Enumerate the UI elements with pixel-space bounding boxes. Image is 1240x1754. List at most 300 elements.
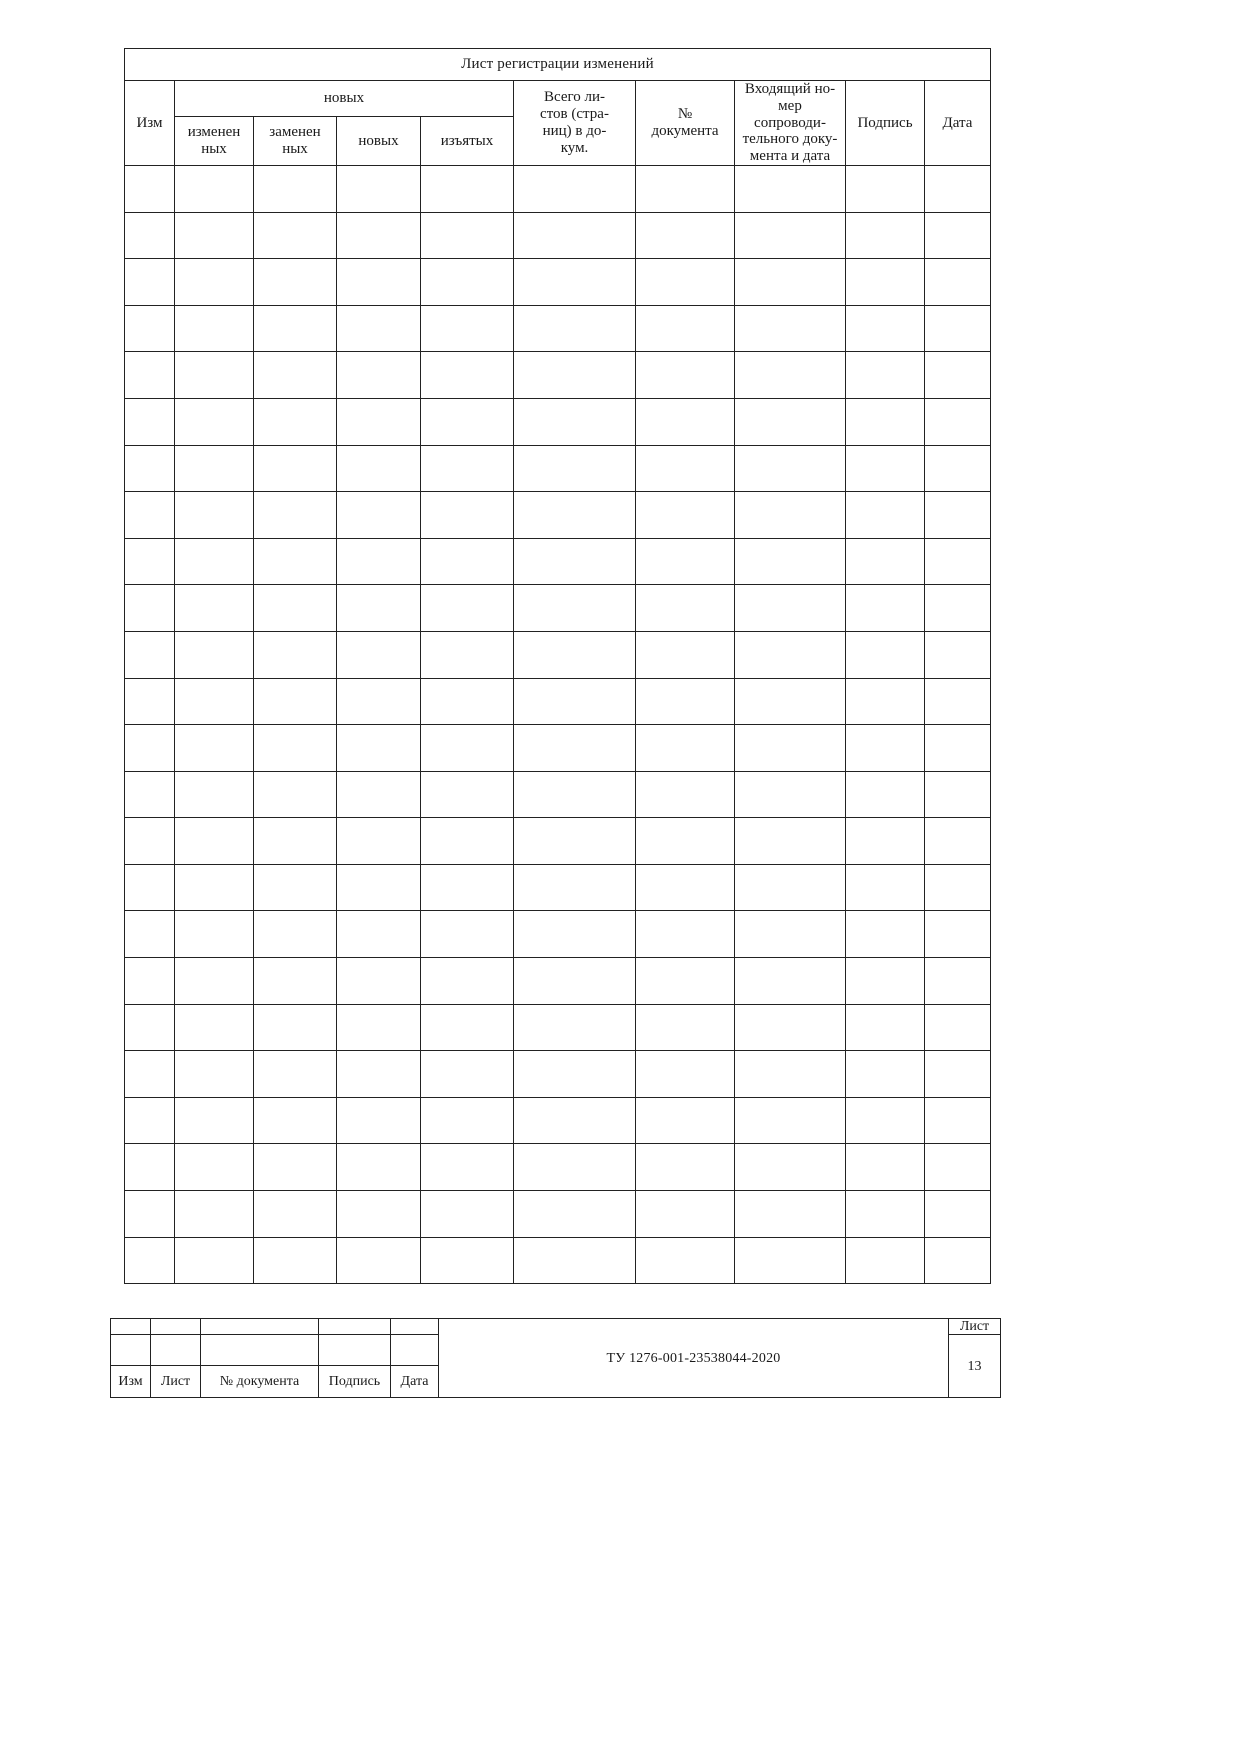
table-cell-empty[interactable]: [514, 1191, 636, 1238]
table-cell-empty[interactable]: [735, 911, 846, 958]
change-registration-table: [124, 48, 991, 1284]
table-cell-empty[interactable]: [925, 958, 991, 1005]
table-cell-empty[interactable]: [636, 911, 735, 958]
table-cell-empty[interactable]: [337, 1004, 421, 1051]
table-cell-empty[interactable]: [421, 212, 514, 259]
table-cell-empty[interactable]: [925, 492, 991, 539]
table-cell-empty[interactable]: [514, 911, 636, 958]
stamp-cell-empty-data-mid: [391, 1335, 439, 1366]
table-cell-empty[interactable]: [636, 725, 735, 772]
table-cell-empty[interactable]: [254, 958, 337, 1005]
header-vsego-line3: ниц) в до-: [542, 122, 607, 139]
stamp-cell-empty-podpis-top: [319, 1319, 391, 1335]
table-cell-empty[interactable]: [636, 398, 735, 445]
table-cell-empty[interactable]: [846, 911, 925, 958]
table-cell-empty[interactable]: [421, 1051, 514, 1098]
table-cell-empty[interactable]: [514, 259, 636, 306]
table-cell-empty[interactable]: [421, 631, 514, 678]
table-cell-empty[interactable]: [514, 1237, 636, 1284]
table-cell-empty[interactable]: [735, 1191, 846, 1238]
table-cell-empty[interactable]: [636, 165, 735, 212]
table-cell-empty[interactable]: [337, 958, 421, 1005]
table-cell-empty[interactable]: [514, 864, 636, 911]
table-cell-empty[interactable]: [925, 818, 991, 865]
table-cell-empty[interactable]: [735, 725, 846, 772]
table-cell-empty[interactable]: [735, 958, 846, 1005]
stamp-table: [110, 1318, 1001, 1398]
table-cell-empty[interactable]: [421, 492, 514, 539]
table-cell-empty[interactable]: [421, 1237, 514, 1284]
stamp-row-empty-top: [111, 1319, 1001, 1335]
table-cell-empty[interactable]: [735, 492, 846, 539]
table-cell-empty[interactable]: [925, 1004, 991, 1051]
table-cell-empty[interactable]: [925, 1051, 991, 1098]
table-cell-empty[interactable]: [514, 352, 636, 399]
header-vsego-line2: стов (стра-: [540, 106, 609, 123]
table-cell-empty[interactable]: [337, 212, 421, 259]
table-cell-empty[interactable]: [125, 212, 175, 259]
table-cell-empty[interactable]: [514, 1097, 636, 1144]
header-izmenennyh-line2: ных: [201, 141, 227, 158]
table-cell-empty[interactable]: [514, 305, 636, 352]
stamp-label-list: Лист: [151, 1366, 201, 1398]
table-cell-empty[interactable]: [337, 259, 421, 306]
table-cell-empty[interactable]: [421, 352, 514, 399]
table-cell-empty[interactable]: [636, 958, 735, 1005]
table-cell-empty[interactable]: [846, 771, 925, 818]
table-cell-empty[interactable]: [636, 818, 735, 865]
table-cell-empty[interactable]: [125, 1191, 175, 1238]
table-cell-empty[interactable]: [254, 1004, 337, 1051]
table-cell-empty[interactable]: [254, 818, 337, 865]
table-cell-empty[interactable]: [175, 305, 254, 352]
stamp-label-podpis: Подпись: [319, 1366, 391, 1398]
table-cell-empty[interactable]: [846, 352, 925, 399]
table-cell-empty[interactable]: [636, 631, 735, 678]
table-cell-empty[interactable]: [925, 725, 991, 772]
table-row: [125, 1051, 991, 1098]
table-cell-empty[interactable]: [254, 492, 337, 539]
table-cell-empty[interactable]: [175, 1097, 254, 1144]
table-cell-empty[interactable]: [175, 1144, 254, 1191]
table-row: [125, 631, 991, 678]
header-zamenennyh-line1: заменен: [269, 124, 321, 141]
table-cell-empty[interactable]: [175, 259, 254, 306]
table-cell-empty[interactable]: [636, 1237, 735, 1284]
table-cell-empty[interactable]: [337, 725, 421, 772]
table-row: [125, 678, 991, 725]
table-cell-empty[interactable]: [636, 445, 735, 492]
table-cell-empty[interactable]: [925, 398, 991, 445]
table-cell-empty[interactable]: [735, 771, 846, 818]
table-cell-empty[interactable]: [254, 631, 337, 678]
table-cell-empty[interactable]: [337, 1097, 421, 1144]
table-row: [125, 538, 991, 585]
table-cell-empty[interactable]: [514, 631, 636, 678]
table-row: [125, 911, 991, 958]
table-cell-empty[interactable]: [514, 445, 636, 492]
table-cell-empty[interactable]: [846, 1237, 925, 1284]
table-cell-empty[interactable]: [421, 445, 514, 492]
table-cell-empty[interactable]: [337, 1144, 421, 1191]
table-cell-empty[interactable]: [175, 585, 254, 632]
table-cell-empty[interactable]: [925, 1097, 991, 1144]
table-cell-empty[interactable]: [125, 771, 175, 818]
table-cell-empty[interactable]: [337, 398, 421, 445]
table-row: [125, 1144, 991, 1191]
table-cell-empty[interactable]: [337, 1237, 421, 1284]
table-cell-empty[interactable]: [337, 678, 421, 725]
table-cell-empty[interactable]: [337, 631, 421, 678]
table-cell-empty[interactable]: [735, 398, 846, 445]
table-cell-empty[interactable]: [925, 1144, 991, 1191]
table-cell-empty[interactable]: [735, 1097, 846, 1144]
table-cell-empty[interactable]: [735, 585, 846, 632]
table-cell-empty[interactable]: [337, 352, 421, 399]
table-cell-empty[interactable]: [846, 1004, 925, 1051]
table-cell-empty[interactable]: [735, 305, 846, 352]
table-cell-empty[interactable]: [421, 771, 514, 818]
table-cell-empty[interactable]: [125, 1097, 175, 1144]
table-cell-empty[interactable]: [421, 911, 514, 958]
header-vhod-line2: мер: [778, 97, 802, 114]
stamp-cell-empty-podpis-mid: [319, 1335, 391, 1366]
table-cell-empty[interactable]: [175, 864, 254, 911]
stamp-cell-empty-ndoc-mid: [201, 1335, 319, 1366]
header-vhod-line5: мента и дата: [749, 148, 831, 165]
table-cell-empty[interactable]: [846, 585, 925, 632]
table-cell-empty[interactable]: [254, 445, 337, 492]
table-cell-empty[interactable]: [846, 631, 925, 678]
table-cell-empty[interactable]: [925, 631, 991, 678]
table-cell-empty[interactable]: [175, 1004, 254, 1051]
table-cell-empty[interactable]: [421, 678, 514, 725]
table-cell-empty[interactable]: [636, 1191, 735, 1238]
table-cell-empty[interactable]: [337, 585, 421, 632]
table-cell-empty[interactable]: [846, 958, 925, 1005]
header-group-novyh: новых: [175, 81, 514, 117]
table-cell-empty[interactable]: [846, 492, 925, 539]
table-cell-empty[interactable]: [175, 538, 254, 585]
table-cell-empty[interactable]: [125, 259, 175, 306]
table-cell-empty[interactable]: [337, 305, 421, 352]
table-cell-empty[interactable]: [254, 259, 337, 306]
table-cell-empty[interactable]: [175, 725, 254, 772]
header-vhod-line1: Входящий но-: [744, 81, 836, 97]
table-cell-empty[interactable]: [735, 1051, 846, 1098]
table-cell-empty[interactable]: [925, 771, 991, 818]
table-cell-empty[interactable]: [337, 771, 421, 818]
table-cell-empty[interactable]: [735, 818, 846, 865]
table-cell-empty[interactable]: [125, 864, 175, 911]
table-cell-empty[interactable]: [125, 725, 175, 772]
table-cell-empty[interactable]: [421, 1004, 514, 1051]
table-cell-empty[interactable]: [125, 352, 175, 399]
table-cell-empty[interactable]: [254, 212, 337, 259]
table-cell-empty[interactable]: [925, 212, 991, 259]
table-cell-empty[interactable]: [125, 445, 175, 492]
table-row: [125, 1237, 991, 1284]
table-cell-empty[interactable]: [636, 678, 735, 725]
table-cell-empty[interactable]: [125, 911, 175, 958]
table-cell-empty[interactable]: [421, 165, 514, 212]
header-vsego-listov: [514, 81, 636, 166]
table-row: [125, 864, 991, 911]
table-row: [125, 1191, 991, 1238]
table-cell-empty[interactable]: [254, 911, 337, 958]
table-row: [125, 818, 991, 865]
stamp-cell-empty-list-mid: [151, 1335, 201, 1366]
table-cell-empty[interactable]: [125, 631, 175, 678]
table-cell-empty[interactable]: [735, 259, 846, 306]
table-cell-empty[interactable]: [846, 678, 925, 725]
table-cell-empty[interactable]: [421, 585, 514, 632]
table-cell-empty[interactable]: [846, 445, 925, 492]
table-cell-empty[interactable]: [254, 1051, 337, 1098]
table-cell-empty[interactable]: [735, 1237, 846, 1284]
table-cell-empty[interactable]: [636, 1144, 735, 1191]
table-cell-empty[interactable]: [254, 1144, 337, 1191]
header-vhod-line3: сопроводи-: [754, 114, 826, 131]
table-cell-empty[interactable]: [254, 165, 337, 212]
table-cell-empty[interactable]: [735, 445, 846, 492]
table-cell-empty[interactable]: [514, 165, 636, 212]
table-cell-empty[interactable]: [514, 1144, 636, 1191]
table-cell-empty[interactable]: [125, 305, 175, 352]
header-nomer-line2: документа: [651, 122, 719, 139]
table-cell-empty[interactable]: [735, 1144, 846, 1191]
table-cell-empty[interactable]: [735, 1004, 846, 1051]
change-registration-table-wrap: [124, 48, 990, 1284]
table-cell-empty[interactable]: [735, 165, 846, 212]
table-cell-empty[interactable]: [514, 585, 636, 632]
header-nomer-line1: №: [677, 106, 693, 123]
table-cell-empty[interactable]: [254, 305, 337, 352]
table-cell-empty[interactable]: [735, 538, 846, 585]
sheet-label: Лист: [949, 1319, 1001, 1335]
table-cell-empty[interactable]: [514, 771, 636, 818]
table-cell-empty[interactable]: [254, 398, 337, 445]
table-cell-empty[interactable]: [514, 538, 636, 585]
table-cell-empty[interactable]: [421, 958, 514, 1005]
table-cell-empty[interactable]: [254, 864, 337, 911]
table-row: [125, 1004, 991, 1051]
header-izmenennyh: [175, 117, 254, 166]
table-cell-empty[interactable]: [337, 864, 421, 911]
table-cell-empty[interactable]: [175, 911, 254, 958]
table-cell-empty[interactable]: [175, 492, 254, 539]
table-cell-empty[interactable]: [254, 352, 337, 399]
table-cell-empty[interactable]: [125, 398, 175, 445]
table-cell-empty[interactable]: [636, 864, 735, 911]
table-cell-empty[interactable]: [254, 678, 337, 725]
table-cell-empty[interactable]: [925, 864, 991, 911]
table-row: [125, 352, 991, 399]
table-cell-empty[interactable]: [925, 259, 991, 306]
title-block-stamp: [110, 1318, 1000, 1398]
header-podpis: Подпись: [846, 81, 925, 166]
table-cell-empty[interactable]: [846, 725, 925, 772]
table-cell-empty[interactable]: [636, 1004, 735, 1051]
table-cell-empty[interactable]: [925, 1191, 991, 1238]
table-cell-empty[interactable]: [636, 259, 735, 306]
table-cell-empty[interactable]: [925, 585, 991, 632]
table-cell-empty[interactable]: [175, 1191, 254, 1238]
header-vhod-line4: тельного доку-: [742, 131, 838, 148]
table-cell-empty[interactable]: [514, 212, 636, 259]
table-cell-empty[interactable]: [514, 398, 636, 445]
table-cell-empty[interactable]: [636, 538, 735, 585]
table-cell-empty[interactable]: [125, 492, 175, 539]
table-cell-empty[interactable]: [421, 305, 514, 352]
table-row: [125, 585, 991, 632]
table-cell-empty[interactable]: [175, 1237, 254, 1284]
table-cell-empty[interactable]: [636, 585, 735, 632]
table-cell-empty[interactable]: [175, 818, 254, 865]
table-cell-empty[interactable]: [125, 585, 175, 632]
table-cell-empty[interactable]: [846, 1097, 925, 1144]
header-zamenennyh: [254, 117, 337, 166]
table-cell-empty[interactable]: [254, 1237, 337, 1284]
table-cell-empty[interactable]: [421, 1097, 514, 1144]
table-cell-empty[interactable]: [337, 165, 421, 212]
table-cell-empty[interactable]: [337, 911, 421, 958]
table-cell-empty[interactable]: [254, 1097, 337, 1144]
table-cell-empty[interactable]: [421, 818, 514, 865]
table-cell-empty[interactable]: [125, 538, 175, 585]
table-cell-empty[interactable]: [925, 165, 991, 212]
table-row: [125, 725, 991, 772]
table-cell-empty[interactable]: [421, 1144, 514, 1191]
table-cell-empty[interactable]: [514, 492, 636, 539]
table-cell-empty[interactable]: [337, 492, 421, 539]
table-row: [125, 305, 991, 352]
table-cell-empty[interactable]: [846, 259, 925, 306]
table-cell-empty[interactable]: [925, 678, 991, 725]
header-izmenennyh-line1: изменен: [187, 124, 241, 141]
table-cell-empty[interactable]: [125, 1004, 175, 1051]
stamp-cell-empty-list-top: [151, 1319, 201, 1335]
table-cell-empty[interactable]: [175, 398, 254, 445]
table-cell-empty[interactable]: [125, 678, 175, 725]
table-cell-empty[interactable]: [175, 352, 254, 399]
table-cell-empty[interactable]: [337, 818, 421, 865]
stamp-label-data: Дата: [391, 1366, 439, 1398]
table-cell-empty[interactable]: [421, 1191, 514, 1238]
table-cell-empty[interactable]: [735, 212, 846, 259]
table-cell-empty[interactable]: [175, 212, 254, 259]
header-nomer-dokumenta: [636, 81, 735, 166]
table-row: [125, 445, 991, 492]
table-cell-empty[interactable]: [735, 352, 846, 399]
header-vsego-line4: кум.: [560, 139, 589, 156]
table-cell-empty[interactable]: [125, 165, 175, 212]
table-cell-empty[interactable]: [125, 1237, 175, 1284]
table-cell-empty[interactable]: [421, 725, 514, 772]
table-cell-empty[interactable]: [125, 1144, 175, 1191]
table-cell-empty[interactable]: [636, 305, 735, 352]
table-cell-empty[interactable]: [636, 771, 735, 818]
table-cell-empty[interactable]: [175, 958, 254, 1005]
table-cell-empty[interactable]: [636, 492, 735, 539]
stamp-cell-empty-izm-mid: [111, 1335, 151, 1366]
table-cell-empty[interactable]: [175, 165, 254, 212]
table-cell-empty[interactable]: [175, 1051, 254, 1098]
table-cell-empty[interactable]: [846, 1144, 925, 1191]
change-registration-rows: [125, 165, 991, 1283]
table-cell-empty[interactable]: [421, 864, 514, 911]
stamp-cell-empty-data-top: [391, 1319, 439, 1335]
table-cell-empty[interactable]: [514, 958, 636, 1005]
table-row: [125, 165, 991, 212]
table-cell-empty[interactable]: [175, 445, 254, 492]
table-cell-empty[interactable]: [735, 631, 846, 678]
table-cell-empty[interactable]: [254, 771, 337, 818]
table-cell-empty[interactable]: [514, 818, 636, 865]
table-cell-empty[interactable]: [735, 864, 846, 911]
table-cell-empty[interactable]: [846, 212, 925, 259]
header-vsego-line1: Всего ли-: [543, 89, 606, 106]
table-cell-empty[interactable]: [254, 1191, 337, 1238]
table-cell-empty[interactable]: [421, 259, 514, 306]
table-cell-empty[interactable]: [925, 538, 991, 585]
table-cell-empty[interactable]: [846, 538, 925, 585]
table-row: [125, 1097, 991, 1144]
table-cell-empty[interactable]: [175, 771, 254, 818]
table-cell-empty[interactable]: [125, 818, 175, 865]
table-cell-empty[interactable]: [125, 958, 175, 1005]
table-cell-empty[interactable]: [636, 212, 735, 259]
table-cell-empty[interactable]: [846, 165, 925, 212]
table-cell-empty[interactable]: [846, 305, 925, 352]
table-cell-empty[interactable]: [421, 538, 514, 585]
table-cell-empty[interactable]: [514, 725, 636, 772]
table-title-row: [125, 49, 991, 81]
table-cell-empty[interactable]: [636, 1097, 735, 1144]
table-cell-empty[interactable]: [636, 352, 735, 399]
table-row: [125, 958, 991, 1005]
header-data: Дата: [925, 81, 991, 166]
table-cell-empty[interactable]: [254, 538, 337, 585]
table-cell-empty[interactable]: [421, 398, 514, 445]
table-cell-empty[interactable]: [846, 1051, 925, 1098]
table-cell-empty[interactable]: [735, 678, 846, 725]
table-cell-empty[interactable]: [846, 864, 925, 911]
table-cell-empty[interactable]: [514, 678, 636, 725]
table-cell-empty[interactable]: [175, 678, 254, 725]
table-cell-empty[interactable]: [925, 911, 991, 958]
table-cell-empty[interactable]: [254, 585, 337, 632]
table-cell-empty[interactable]: [254, 725, 337, 772]
table-cell-empty[interactable]: [337, 1191, 421, 1238]
table-cell-empty[interactable]: [846, 1191, 925, 1238]
table-row: [125, 398, 991, 445]
table-cell-empty[interactable]: [925, 352, 991, 399]
table-cell-empty[interactable]: [175, 631, 254, 678]
table-cell-empty[interactable]: [846, 818, 925, 865]
table-cell-empty[interactable]: [636, 1051, 735, 1098]
table-cell-empty[interactable]: [925, 305, 991, 352]
table-cell-empty[interactable]: [337, 538, 421, 585]
table-cell-empty[interactable]: [514, 1004, 636, 1051]
table-cell-empty[interactable]: [925, 1237, 991, 1284]
table-cell-empty[interactable]: [337, 445, 421, 492]
table-cell-empty[interactable]: [337, 1051, 421, 1098]
table-cell-empty[interactable]: [125, 1051, 175, 1098]
table-cell-empty[interactable]: [846, 398, 925, 445]
table-cell-empty[interactable]: [925, 445, 991, 492]
table-cell-empty[interactable]: [514, 1051, 636, 1098]
